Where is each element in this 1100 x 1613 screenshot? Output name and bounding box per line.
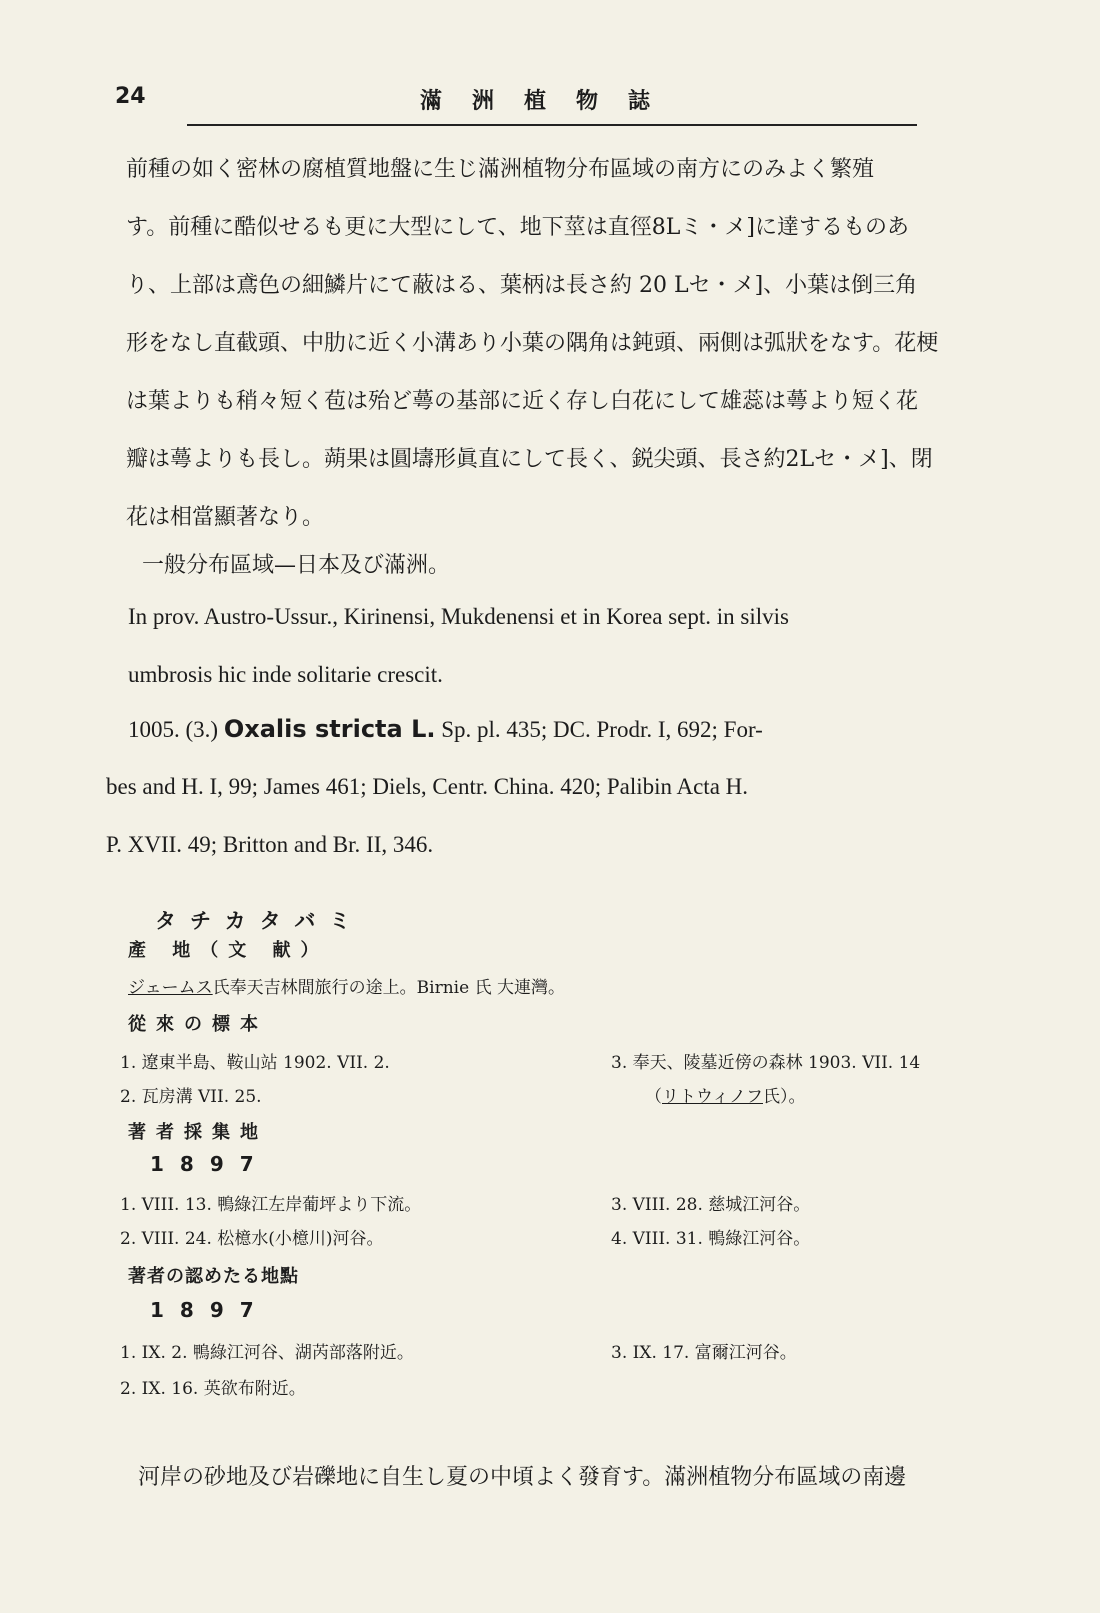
text-line: In prov. Austro-Ussur., Kirinensi, Mukdenensi et in Korea sept. in silvis — [128, 604, 789, 629]
list-item: 3. IX. 17. 富爾江河谷。 — [611, 1343, 797, 1363]
author-observed-year: 1897 — [150, 1298, 270, 1322]
species-refs-1: Sp. pl. 435; DC. Prodr. I, 692; For- — [441, 717, 763, 742]
list-item: 3. VIII. 28. 慈城江河谷。 — [611, 1195, 811, 1215]
list-item: 2. VIII. 24. 松檍水(小檍川)河谷。 — [120, 1229, 384, 1249]
author-collected-year: 1897 — [150, 1152, 270, 1176]
text-line: 花は相當顯著なり。 — [126, 505, 325, 530]
japanese-name: タチカタバミ — [155, 908, 365, 933]
list-item: 4. VIII. 31. 鴨綠江河谷。 — [611, 1229, 811, 1249]
list-item: 2. IX. 16. 英欲布附近。 — [120, 1379, 306, 1399]
author-collected-heading: 著者採集地 — [128, 1122, 268, 1143]
author-observed-heading: 著者の認めたる地點 — [128, 1266, 299, 1287]
page-number: 24 — [115, 84, 146, 109]
list-item: 1. VIII. 13. 鴨綠江左岸葡坪より下流。 — [120, 1195, 422, 1215]
running-title: 滿洲植物誌 — [420, 88, 681, 114]
species-refs-2: bes and H. I, 99; James 461; Diels, Centr. China. 420; Palibin Acta H. — [106, 774, 749, 799]
list-item: 2. 瓦房溝 VII. 25. — [120, 1087, 262, 1107]
species-name: Oxalis stricta L. — [223, 715, 436, 743]
species-number: 1005. (3.) — [128, 717, 219, 742]
latin-paragraph — [128, 588, 1018, 704]
list-item: 1. IX. 2. 鴨綠江河谷、湖芮部落附近。 — [120, 1343, 414, 1363]
paren-close: 氏）。 — [762, 1087, 806, 1107]
text-line: り、上部は鳶色の細鱗片にて蔽はる、葉柄は長さ約 20 Lセ・メ]、小葉は倒三角 — [126, 273, 918, 298]
text-line: す。前種に酷似せるも更に大型にして、地下莖は直徑8Lミ・メ]に達するものあ — [126, 215, 909, 240]
final-line: 河岸の砂地及び岩礫地に自生し夏の中頃よく發育す。滿洲植物分布區域の南邊 — [138, 1465, 907, 1490]
text-line: は葉よりも稍々短く苞は殆ど蕚の基部に近く存し白花にして雄蕊は蕚より短く花 — [126, 389, 919, 414]
species-refs-3: P. XVII. 49; Britton and Br. II, 346. — [106, 832, 434, 857]
header-rule — [187, 124, 917, 126]
description-paragraph — [126, 141, 1016, 547]
previous-specimens-heading: 從來の標本 — [128, 1014, 268, 1035]
paren-open: （ — [645, 1087, 662, 1107]
list-item: 3. 奉天、陵墓近傍の森林 1903. VII. 14 — [611, 1053, 921, 1073]
text-line: 瓣は蕚よりも長し。蒴果は圓壔形眞直にして長く、鋭尖頭、長さ約2Lセ・メ]、閉 — [126, 447, 933, 472]
locality-lit-heading: 產 地（文 献） — [128, 940, 329, 961]
collector-name: リトウィノフ — [662, 1087, 763, 1107]
locality-lit-text — [128, 973, 565, 998]
species-line-1 — [128, 700, 1018, 758]
distribution-text: 一般分布區域—日本及び滿洲。 — [142, 553, 451, 578]
collector-note — [645, 1082, 805, 1107]
list-item: 1. 遼東半島、鞍山站 1902. VII. 2. — [120, 1053, 390, 1073]
james-name: ジェームス — [128, 978, 213, 998]
text-line: 形をなし直截頭、中肋に近く小溝あり小葉の隅角は鈍頭、兩側は弧狀をなす。花梗 — [126, 331, 939, 356]
text-line: 前種の如く密林の腐植質地盤に生じ滿洲植物分布區域の南方にのみよく繁殖 — [126, 157, 875, 182]
locality-lit-body: 氏奉天吉林間旅行の途上。Birnie 氏 大連灣。 — [212, 978, 565, 998]
species-entry — [106, 700, 1018, 874]
text-line: umbrosis hic inde solitarie crescit. — [128, 662, 443, 687]
distribution-line — [142, 537, 1032, 595]
